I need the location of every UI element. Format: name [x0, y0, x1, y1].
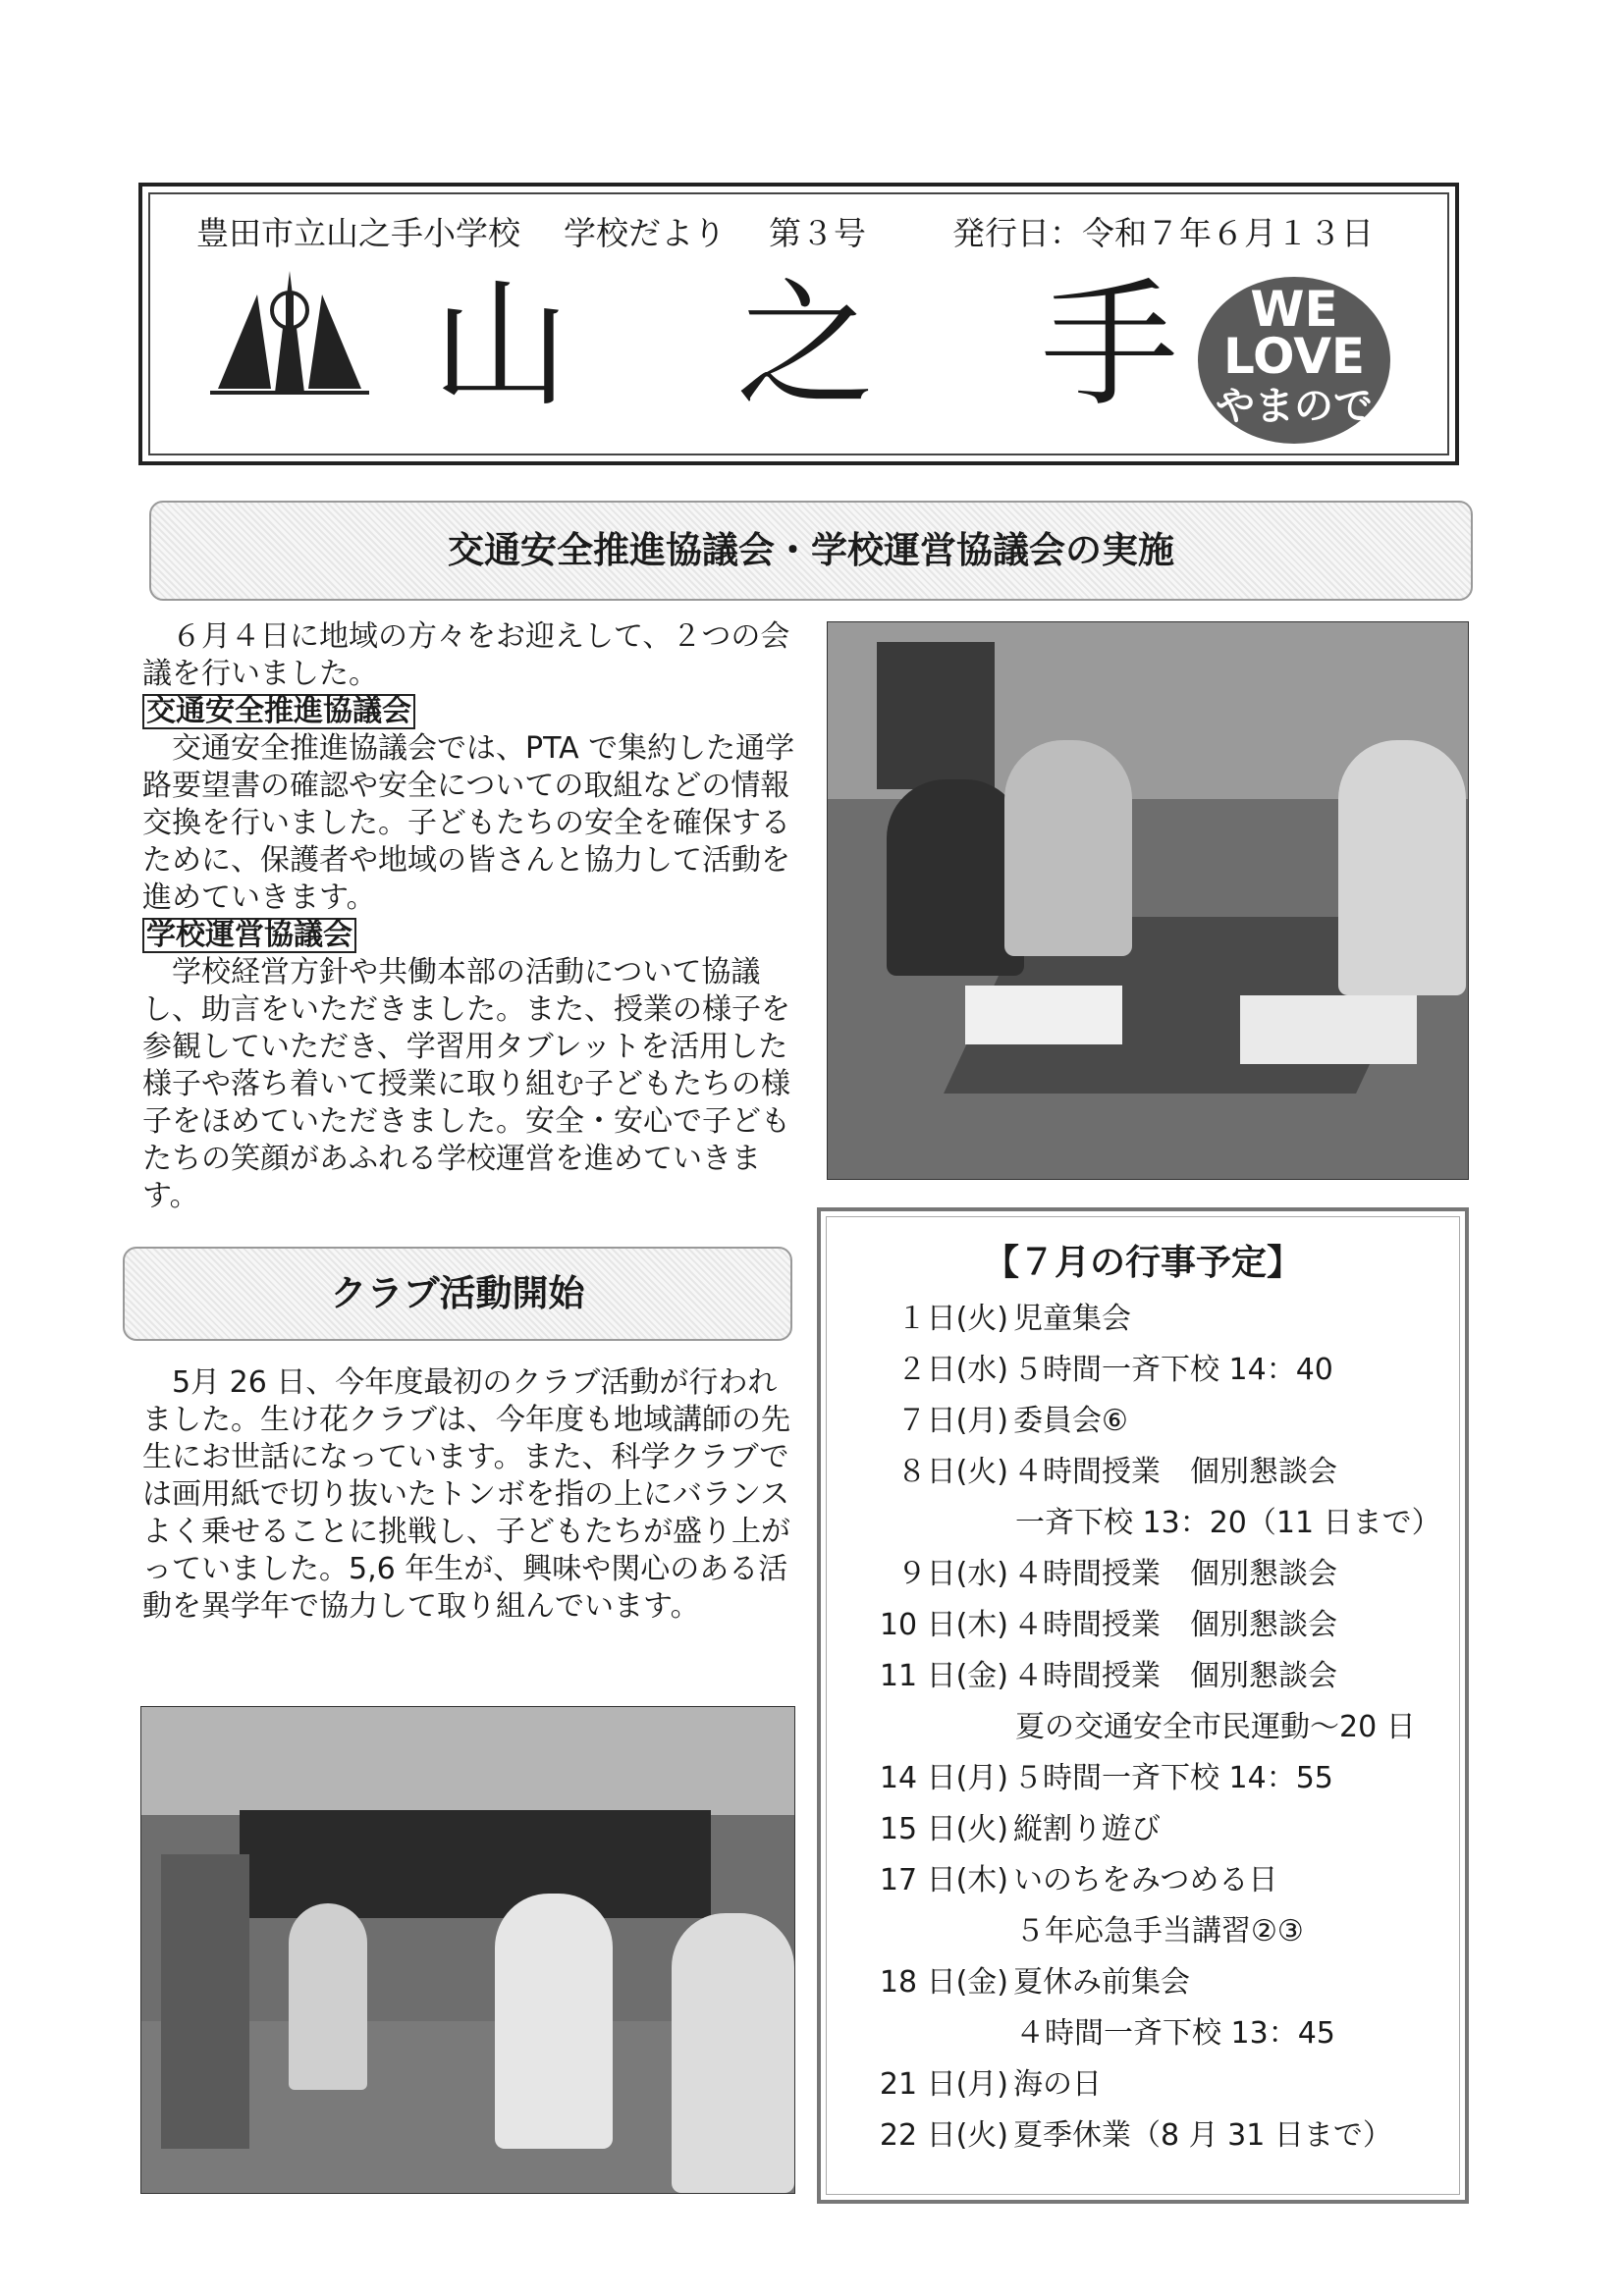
schedule-row [846, 1651, 1455, 1753]
schedule-event: 夏季休業（8 月 31 日まで） [1013, 2118, 1392, 2153]
masthead-title [432, 263, 1178, 430]
schedule-date: 22 日(火) [879, 2118, 1008, 2153]
publish-date: 発行日：令和７年６月１３日 [952, 214, 1374, 252]
schedule-event: 海の日 [1013, 2067, 1102, 2102]
council-meeting-photo [827, 621, 1469, 1180]
schedule-date: 11 日(金) [879, 1659, 1008, 1693]
schedule-date: ２日(水) [896, 1353, 1008, 1387]
schedule-row [846, 1345, 1455, 1396]
schedule-date: ７日(月) [896, 1404, 1008, 1438]
schedule-event: ４時間授業 個別懇談会 [1013, 1659, 1337, 1693]
newsletter-name: 学校だより [564, 214, 726, 252]
schedule-event: 委員会⑥ [1013, 1404, 1128, 1438]
schedule-row [846, 1396, 1455, 1447]
schedule-row [846, 2059, 1455, 2110]
schedule-date: 17 日(木) [879, 1863, 1008, 1897]
schedule-list [846, 1294, 1455, 2162]
schedule-note: 一斉下校 13：20（11 日まで） [1015, 1506, 1441, 1540]
logo-text-yamanote: やまので [1216, 384, 1373, 429]
schedule-event: ４時間授業 個別懇談会 [1013, 1557, 1337, 1591]
schedule-event: ４時間授業 個別懇談会 [1013, 1608, 1337, 1642]
schedule-event: 児童集会 [1013, 1302, 1131, 1336]
section-heading-councils: 交通安全推進協議会・学校運営協議会の実施 [149, 501, 1473, 601]
title-char-3: 手 [1040, 266, 1178, 426]
schedule-note: ５年応急手当講習②③ [1015, 1914, 1304, 1949]
schedule-row [846, 1549, 1455, 1600]
schedule-date: 10 日(木) [879, 1608, 1008, 1642]
schedule-row [846, 1957, 1455, 2059]
section-heading-club: クラブ活動開始 [123, 1247, 792, 1341]
councils-intro: ６月４日に地域の方々をお迎えして、２つの会議を行いました。 [142, 619, 790, 691]
logo-text-we: WE [1250, 281, 1338, 338]
logo-text-love: LOVE [1222, 328, 1366, 385]
schedule-note: ４時間一斉下校 13：45 [1015, 2016, 1335, 2051]
schedule-date: ９日(水) [896, 1557, 1008, 1591]
subheading-school-council: 学校運営協議会 [142, 918, 356, 953]
schedule-event: いのちをみつめる日 [1013, 1863, 1278, 1897]
title-char-1: 山 [432, 266, 570, 426]
schedule-row [846, 1294, 1455, 1345]
schedule-row [846, 1447, 1455, 1549]
schedule-event: ５時間一斉下校 14：40 [1013, 1353, 1333, 1387]
schedule-title: 【７月の行事予定】 [983, 1243, 1302, 1283]
councils-article [142, 618, 810, 1215]
schedule-date: 18 日(金) [879, 1965, 1008, 2000]
schedule-row [846, 1855, 1455, 1957]
schedule-event: 縦割り遊び [1013, 1812, 1161, 1846]
club-activity-photo [140, 1706, 795, 2194]
title-char-2: 之 [735, 266, 874, 426]
schedule-event: ４時間授業 個別懇談会 [1013, 1455, 1337, 1489]
issue-number: 第３号 [769, 214, 866, 252]
schedule-row [846, 1804, 1455, 1855]
schedule-note: 夏の交通安全市民運動～20 日 [1015, 1710, 1416, 1744]
schedule-row [846, 2110, 1455, 2162]
schedule-event: 夏休み前集会 [1013, 1965, 1190, 2000]
schedule-date: 14 日(月) [879, 1761, 1008, 1795]
schedule-event: ５時間一斉下校 14：55 [1013, 1761, 1333, 1795]
schedule-date: ８日(火) [896, 1455, 1008, 1489]
issue-line [196, 208, 909, 254]
traffic-council-body: 交通安全推進協議会では、PTA で集約した通学路要望書の確認や安全についての取組などの情報交換を行いました。子どもたちの安全を確保するために、保護者や地域の皆さんと協力して活動を進めていきます。 [142, 731, 795, 915]
club-article: 5月 26 日、今年度最初のクラブ活動が行われました。生け花クラブは、今年度も地域講師の先生にお世話になっています。また、科学クラブでは画用紙で切り抜いたトンボを指の上にバランスよく乗せることに挑戦し、子どもたちが盛り上がっていました。5,6 年生が、興味や関心のある活動を異学年で協力して取り組んでいます。 [142, 1365, 790, 1624]
school-name: 豊田市立山之手小学校 [196, 214, 520, 252]
school-emblem-icon [206, 263, 373, 410]
schedule-row [846, 1753, 1455, 1804]
schedule-date: 21 日(月) [879, 2067, 1008, 2102]
schedule-row [846, 1600, 1455, 1651]
schedule-date: １日(火) [896, 1302, 1008, 1336]
school-council-body: 学校経営方針や共働本部の活動について協議し、助言をいただきました。また、授業の様子を参観していただき、学習用タブレットを活用した様子や落ち着いて授業に取り組む子どもたちの様子をほめていただきました。安全・安心で子どもたちの笑顔があふれる学校運営を進めていきます。 [142, 955, 790, 1213]
subheading-traffic-council: 交通安全推進協議会 [142, 694, 415, 729]
we-love-logo [1198, 277, 1390, 444]
schedule-date: 15 日(火) [879, 1812, 1008, 1846]
